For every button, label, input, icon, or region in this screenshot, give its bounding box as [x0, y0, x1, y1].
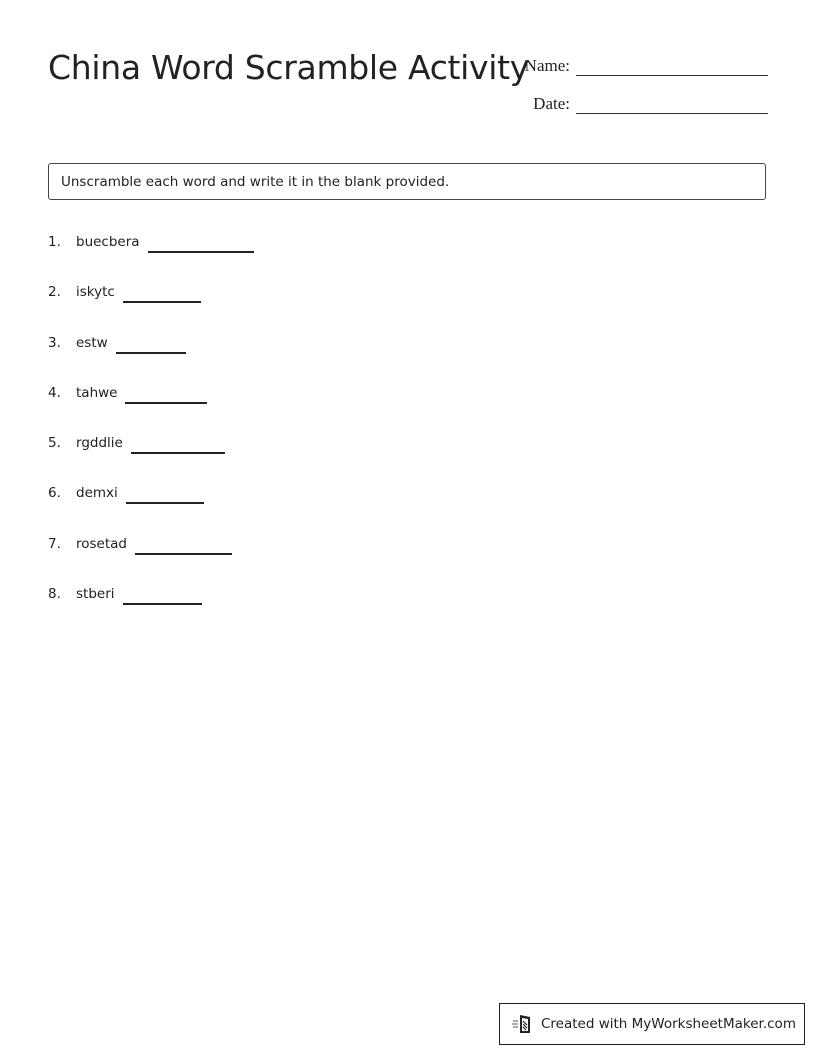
list-item: [48, 253, 254, 303]
answer-blank[interactable]: [123, 300, 201, 303]
worksheet-maker-logo-icon: [512, 1013, 534, 1035]
answer-blank[interactable]: [126, 501, 204, 504]
item-number: 6.: [48, 485, 61, 502]
list-item: [48, 354, 254, 404]
item-number: 2.: [48, 284, 61, 301]
scrambled-word: iskytc: [76, 284, 115, 301]
answer-blank[interactable]: [135, 552, 232, 555]
item-number: 4.: [48, 384, 61, 401]
word-scramble-list: [48, 229, 254, 605]
scrambled-word: estw: [76, 334, 108, 351]
name-label: Name:: [524, 56, 570, 75]
list-item: [48, 404, 254, 454]
item-number: 7.: [48, 535, 61, 552]
item-number: 1.: [48, 234, 61, 250]
item-number: 3.: [48, 334, 61, 351]
date-field-row: [500, 93, 768, 114]
scrambled-word: stberi: [76, 586, 115, 603]
instructions-box: [48, 163, 766, 200]
answer-blank[interactable]: [148, 250, 254, 253]
list-item: [48, 303, 254, 353]
list-item: [48, 229, 254, 253]
scrambled-word: rgddlie: [76, 435, 123, 452]
date-label: Date:: [533, 94, 570, 113]
list-item: [48, 454, 254, 504]
page-title: China Word Scramble Activity: [48, 48, 530, 87]
item-number: 8.: [48, 586, 61, 603]
answer-blank[interactable]: [125, 401, 207, 404]
footer-credit-badge[interactable]: [499, 1003, 805, 1045]
name-field-row: [500, 55, 768, 76]
list-item: [48, 504, 254, 554]
answer-blank[interactable]: [116, 351, 186, 354]
instructions-text: Unscramble each word and write it in the blank provided.: [61, 173, 450, 190]
scrambled-word: buecbera: [76, 234, 140, 250]
item-number: 5.: [48, 435, 61, 452]
scrambled-word: rosetad: [76, 535, 127, 552]
answer-blank[interactable]: [131, 451, 225, 454]
footer-credit-text: Created with MyWorksheetMaker.com: [541, 1016, 796, 1032]
answer-blank[interactable]: [123, 602, 202, 605]
list-item: [48, 555, 254, 605]
name-blank-line[interactable]: [576, 55, 768, 76]
date-blank-line[interactable]: [576, 93, 768, 114]
scrambled-word: tahwe: [76, 384, 118, 401]
scrambled-word: demxi: [76, 485, 118, 502]
